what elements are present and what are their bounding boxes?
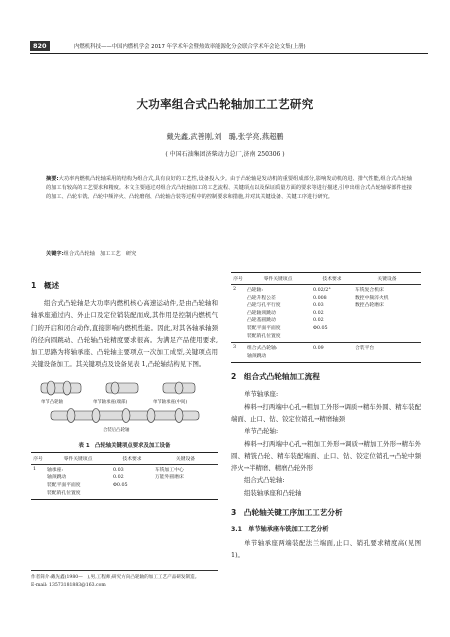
- cell-line: 车铣加工中心: [155, 467, 184, 473]
- cell-line: 数控中频淬火机: [355, 295, 389, 301]
- right-column: [231, 272, 421, 562]
- section-2-heading: 2 组合式凸轮轴加工流程: [231, 372, 320, 382]
- cell-line: 合装平台: [355, 346, 375, 352]
- paper-affiliation: ( 中国石油集团济柴动力总厂,济南 250306 ): [165, 151, 285, 158]
- abstract-text: 大功率内燃机凸轮轴采用的结构为组合式,具有良好的工艺性,设备投入少。由于凸轮轴是发动机的重要组成部分,影响发动机的进、排气性能,组合式凸轮轴的加工有较高的工艺要求和精度。本文主要通过对组合式凸轮轴加工的工艺流程、关键项点以及保证质量方面的要求等进行描述,引申出组合式凸轮轴零部件连接的加工、凸轮车铣、凸轮中频淬火、凸轮磨削、凸轮轴合装等过程中的控制要求和措施,并对其关键设备、关键工序进行研究。: [46, 176, 412, 201]
- camshaft-figure: [31, 377, 218, 437]
- table-header: 关键设备: [353, 273, 421, 285]
- section-2-p1: 单节轴承座:: [244, 390, 279, 399]
- cell-line: 万能外圆磨床: [155, 475, 184, 481]
- page-header: [30, 42, 428, 54]
- table-header: 关键设备: [153, 452, 218, 464]
- footnote: [31, 570, 218, 589]
- table-cell: 3: [231, 343, 245, 363]
- cell-line: 组合式凸轮轴:: [247, 346, 278, 352]
- table-header: 零件关键项点: [245, 273, 311, 285]
- table-cell: [353, 285, 421, 343]
- cell-line: 轴承座:: [47, 467, 64, 473]
- keywords: [46, 250, 412, 257]
- table-header: 技术要求: [111, 452, 153, 464]
- cell-line: 0.03: [113, 467, 124, 473]
- keywords-text: 组合式凸轮轴 加工工艺 研究: [63, 251, 137, 257]
- cell-line: 0.02/2°: [313, 288, 331, 293]
- cell-line: 凸轮升程公差: [247, 295, 276, 301]
- section-3-heading: 3 凸轮轴关键工序加工工艺分析: [231, 508, 343, 518]
- cell-line: 凸轮轴颈跳动: [247, 310, 276, 316]
- page-number: 820: [30, 41, 50, 51]
- paper-title: 大功率组合式凸轮轴加工工艺研究: [136, 97, 314, 111]
- section-3-1-body: 单节轴承座两端装配法兰端面,止口、销孔要求精度高(见图 1)。: [231, 539, 421, 560]
- table-cell: [111, 464, 153, 499]
- author-email: E-mail: 13573181883@163.com: [31, 582, 106, 588]
- table-cell: [353, 343, 421, 363]
- table-row: [31, 464, 218, 499]
- cell-line: 装配销孔位置度: [47, 490, 81, 496]
- table-row: [231, 343, 421, 363]
- cell-line: 凸轮轴:: [247, 288, 264, 293]
- abstract-label: 摘要:: [46, 176, 59, 182]
- cell-line: 装配平面平面度: [47, 482, 81, 488]
- table-1-part: [31, 452, 218, 500]
- figure-label-end-seat: 单节轴承座(端部): [93, 399, 128, 405]
- figure-label-middle-seat: 单节轴承座(中间): [153, 399, 188, 405]
- cell-line: 装配平面平面度: [247, 325, 281, 331]
- table-header: 序号: [31, 452, 45, 464]
- table-header: 技术要求: [311, 273, 353, 285]
- cell-line: 0.03: [313, 303, 324, 309]
- cell-line: 车铣复合机床: [355, 288, 384, 293]
- table-header: 零件关键项点: [45, 452, 111, 464]
- section-2-p5: 组合式凸轮轴:: [244, 476, 285, 485]
- cell-line: 装配销孔位置度: [247, 333, 281, 339]
- cell-line: 0.02: [313, 318, 324, 324]
- section-1-body: 组合式凸轮轴是大功率内燃机核心高速运动件,是由凸轮轴和轴承座通过内、外止口及定位销装配而成,其作用是控制内燃机气门的开启和闭合动作,直接影响内燃机性能。因此,对其各轴承轴颈的径向圆跳动、凸轮轴凸轮精度要求很高。为满足产品使用要求,加工思路为将轴承座、凸轮轴主要项点一次加工成型,关键项点用关键设备加工。其关键项点及设备见表 1,凸轮轴结构见下图。: [31, 299, 218, 369]
- cell-line: 轴颈跳动: [247, 353, 267, 359]
- figure-label-camshaft: 单节凸轮轴: [41, 399, 63, 405]
- left-column: [31, 272, 218, 500]
- section-3-1-heading: 3.1 单节轴承座车铣加工工艺分析: [231, 526, 329, 534]
- table-cell: [245, 285, 311, 343]
- keywords-label: 关键字:: [46, 251, 64, 257]
- section-2-p6: 组装轴承座和凸轮轴: [244, 488, 302, 497]
- cell-line: 0.008: [313, 295, 327, 301]
- table-cell: 2: [231, 285, 245, 343]
- running-head: 内燃机科技——中国内燃机学会 2017 年学术年会暨热效率能源化分会联合学术年会论文集(上册): [74, 44, 306, 50]
- section-2-p2: 棒料→打两端中心孔→粗加工外形→调质→精车外圆、精车装配端面、止口、钻、铰定位销孔→精磨轴颈: [231, 402, 421, 423]
- paper-authors: 戴先鑫,武善刚,刘 璐,张学亮,燕超鹏: [166, 132, 284, 141]
- cell-line: 轴颈跳动: [47, 475, 67, 481]
- cell-line: 数控凸轮磨床: [355, 303, 384, 309]
- section-1-heading: 1 概述: [31, 281, 60, 290]
- table-1-continued: [231, 272, 421, 363]
- author-bio: 作者简介:戴先鑫(1980— ),男,工程师;研究方向凸轮轴的加工工艺产品研发制造。: [31, 575, 200, 580]
- table-row: [231, 285, 421, 343]
- cell-line: Φ0.05: [113, 482, 128, 488]
- table-cell: [311, 343, 353, 363]
- cell-line: 0.02: [113, 475, 124, 481]
- table-cell: 1: [31, 464, 45, 499]
- figure-caption: 合装后凸轮轴: [103, 427, 130, 433]
- cell-line: 0.02: [313, 310, 324, 316]
- cell-line: 凸轮与孔平行度: [247, 303, 281, 309]
- table-1-caption: 表 1 凸轮轴关键项点要求及加工设备: [78, 442, 171, 449]
- section-2-p3: 单节凸轮轴:: [244, 427, 279, 436]
- table-header: 序号: [231, 273, 245, 285]
- cell-line: Φ0.05: [313, 325, 328, 331]
- cell-line: 凸轮基圆跳动: [247, 318, 276, 324]
- table-cell: [245, 343, 311, 363]
- table-cell: [311, 285, 353, 343]
- table-cell: [45, 464, 111, 499]
- table-cell: [153, 464, 218, 499]
- abstract: [46, 175, 412, 202]
- section-2-p4: 棒料→打两端中心孔→粗加工外形→调质→精加工外形→精车外圆、精铣凸轮、精车装配端面、止口、钻、铰定位销孔→凸轮中频淬火→半精磨、精磨凸轮外形: [231, 439, 421, 473]
- cell-line: 0.09: [313, 346, 324, 352]
